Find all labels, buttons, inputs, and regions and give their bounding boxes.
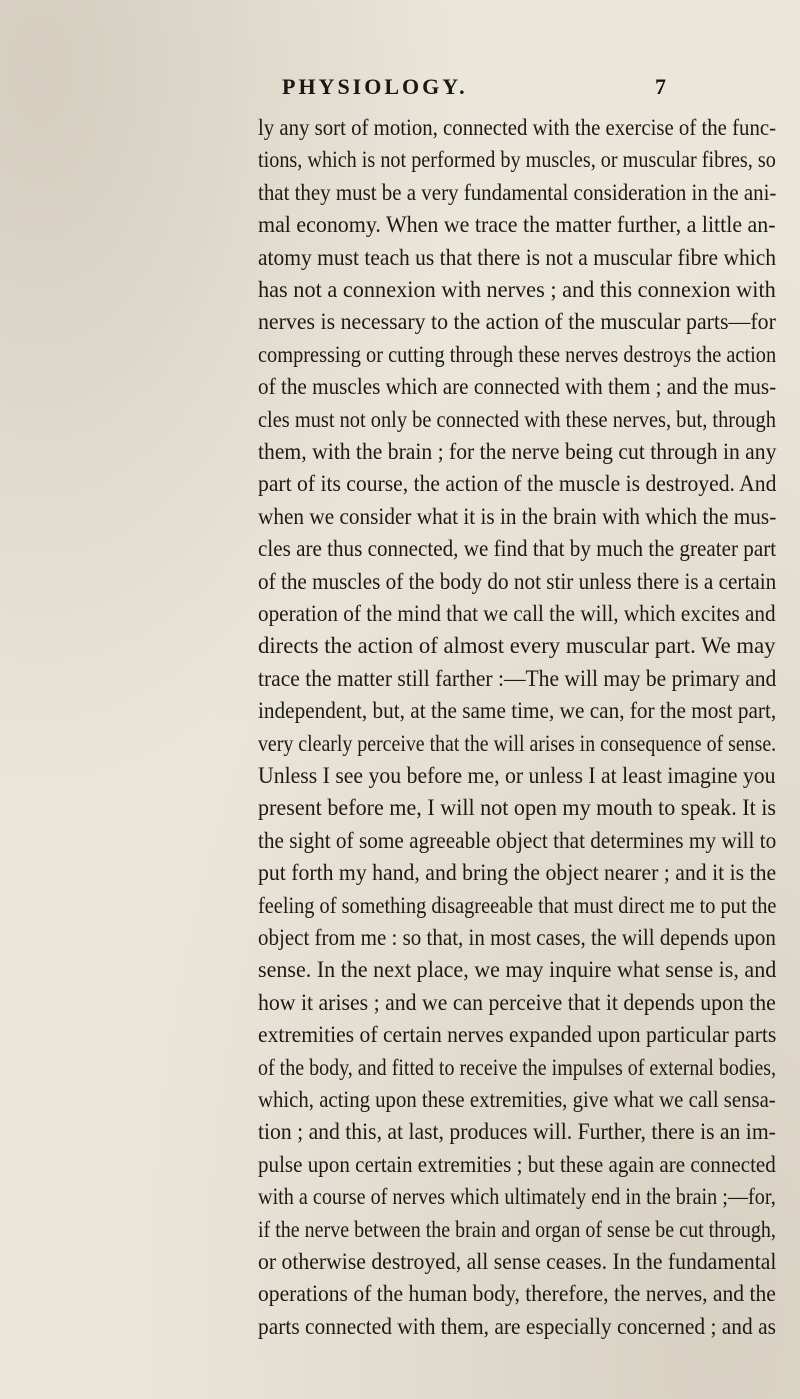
text-line: directs the action of almost every muscular part. We may — [258, 633, 776, 660]
text-line: cles must not only be connected with these nerves, but, through — [258, 406, 776, 433]
text-line: put forth my hand, and bring the object nearer ; and it is the — [258, 860, 777, 887]
text-line: parts connected with them, are especially concerned ; and as — [258, 1313, 776, 1340]
text-line: object from me : so that, in most cases, the will depends upon — [258, 925, 776, 951]
text-line: sense. In the next place, we may inquire what sense is, and — [258, 957, 777, 984]
text-line: how it arises ; and we can perceive that it depends upon the — [258, 989, 776, 1016]
text-line: mal economy. When we trace the matter further, a little an- — [258, 212, 776, 239]
text-line: that they must be a very fundamental consideration in the ani- — [258, 179, 777, 206]
text-line: present before me, I will not open my mouth to speak. It is — [258, 795, 777, 822]
text-line: if the nerve between the brain and organ of sense be cut through, — [258, 1216, 776, 1243]
text-line: the sight of some agreeable object that determines my will to — [258, 827, 777, 854]
running-title: PHYSIOLOGY. — [282, 74, 468, 99]
text-line: tion ; and this, at last, produces will. Further, there is an im- — [258, 1119, 776, 1146]
text-line: with a course of nerves which ultimately end in the brain ;—for, — [258, 1184, 776, 1211]
text-line: of the muscles which are connected with them ; and the mus- — [258, 374, 777, 401]
text-line: or otherwise destroyed, all sense ceases. In the fundamental — [258, 1249, 777, 1275]
text-line: ly any sort of motion, connected with the exercise of the func- — [258, 115, 777, 141]
text-line: tions, which is not performed by muscles, or muscular fibres, so — [258, 147, 776, 174]
text-line: them, with the brain ; for the nerve being cut through in any — [258, 439, 777, 465]
text-line: of the body, and fitted to receive the impulses of external bodies, — [258, 1054, 777, 1081]
text-line: has not a connexion with nerves ; and this connexion with — [258, 277, 776, 303]
text-line: part of its course, the action of the muscle is destroyed. And — [258, 471, 777, 498]
text-line: Unless I see you before me, or unless I at least imagine you — [258, 763, 776, 789]
text-line: independent, but, at the same time, we can, for the most part, — [258, 698, 777, 725]
page-number: 7 — [655, 74, 666, 99]
text-line: trace the matter still farther :—The will may be primary and — [258, 665, 777, 692]
text-line: feeling of something disagreeable that must direct me to put the — [258, 892, 777, 919]
text-line: compressing or cutting through these nerves destroys the action — [258, 341, 777, 368]
text-line: pulse upon certain extremities ; but these again are connected — [258, 1151, 776, 1178]
text-line: when we consider what it is in the brain with which the mus- — [258, 503, 777, 530]
text-line: extremities of certain nerves expanded upon particular parts — [258, 1022, 777, 1049]
text-line: cles are thus connected, we find that by much the greater part — [258, 536, 777, 563]
text-line: atomy must teach us that there is not a muscular fibre which — [258, 244, 777, 271]
text-line: operations of the human body, therefore, the nerves, and the — [258, 1281, 776, 1308]
text-line: which, acting upon these extremities, give what we call sensa- — [258, 1087, 776, 1113]
text-line: operation of the mind that we call the will, which excites and — [258, 601, 776, 627]
text-line: of the muscles of the body do not stir unless there is a certain — [258, 568, 777, 595]
text-line: very clearly perceive that the will arises in consequence of sense. — [258, 730, 777, 757]
text-line: nerves is necessary to the action of the muscular parts—for — [258, 309, 776, 336]
